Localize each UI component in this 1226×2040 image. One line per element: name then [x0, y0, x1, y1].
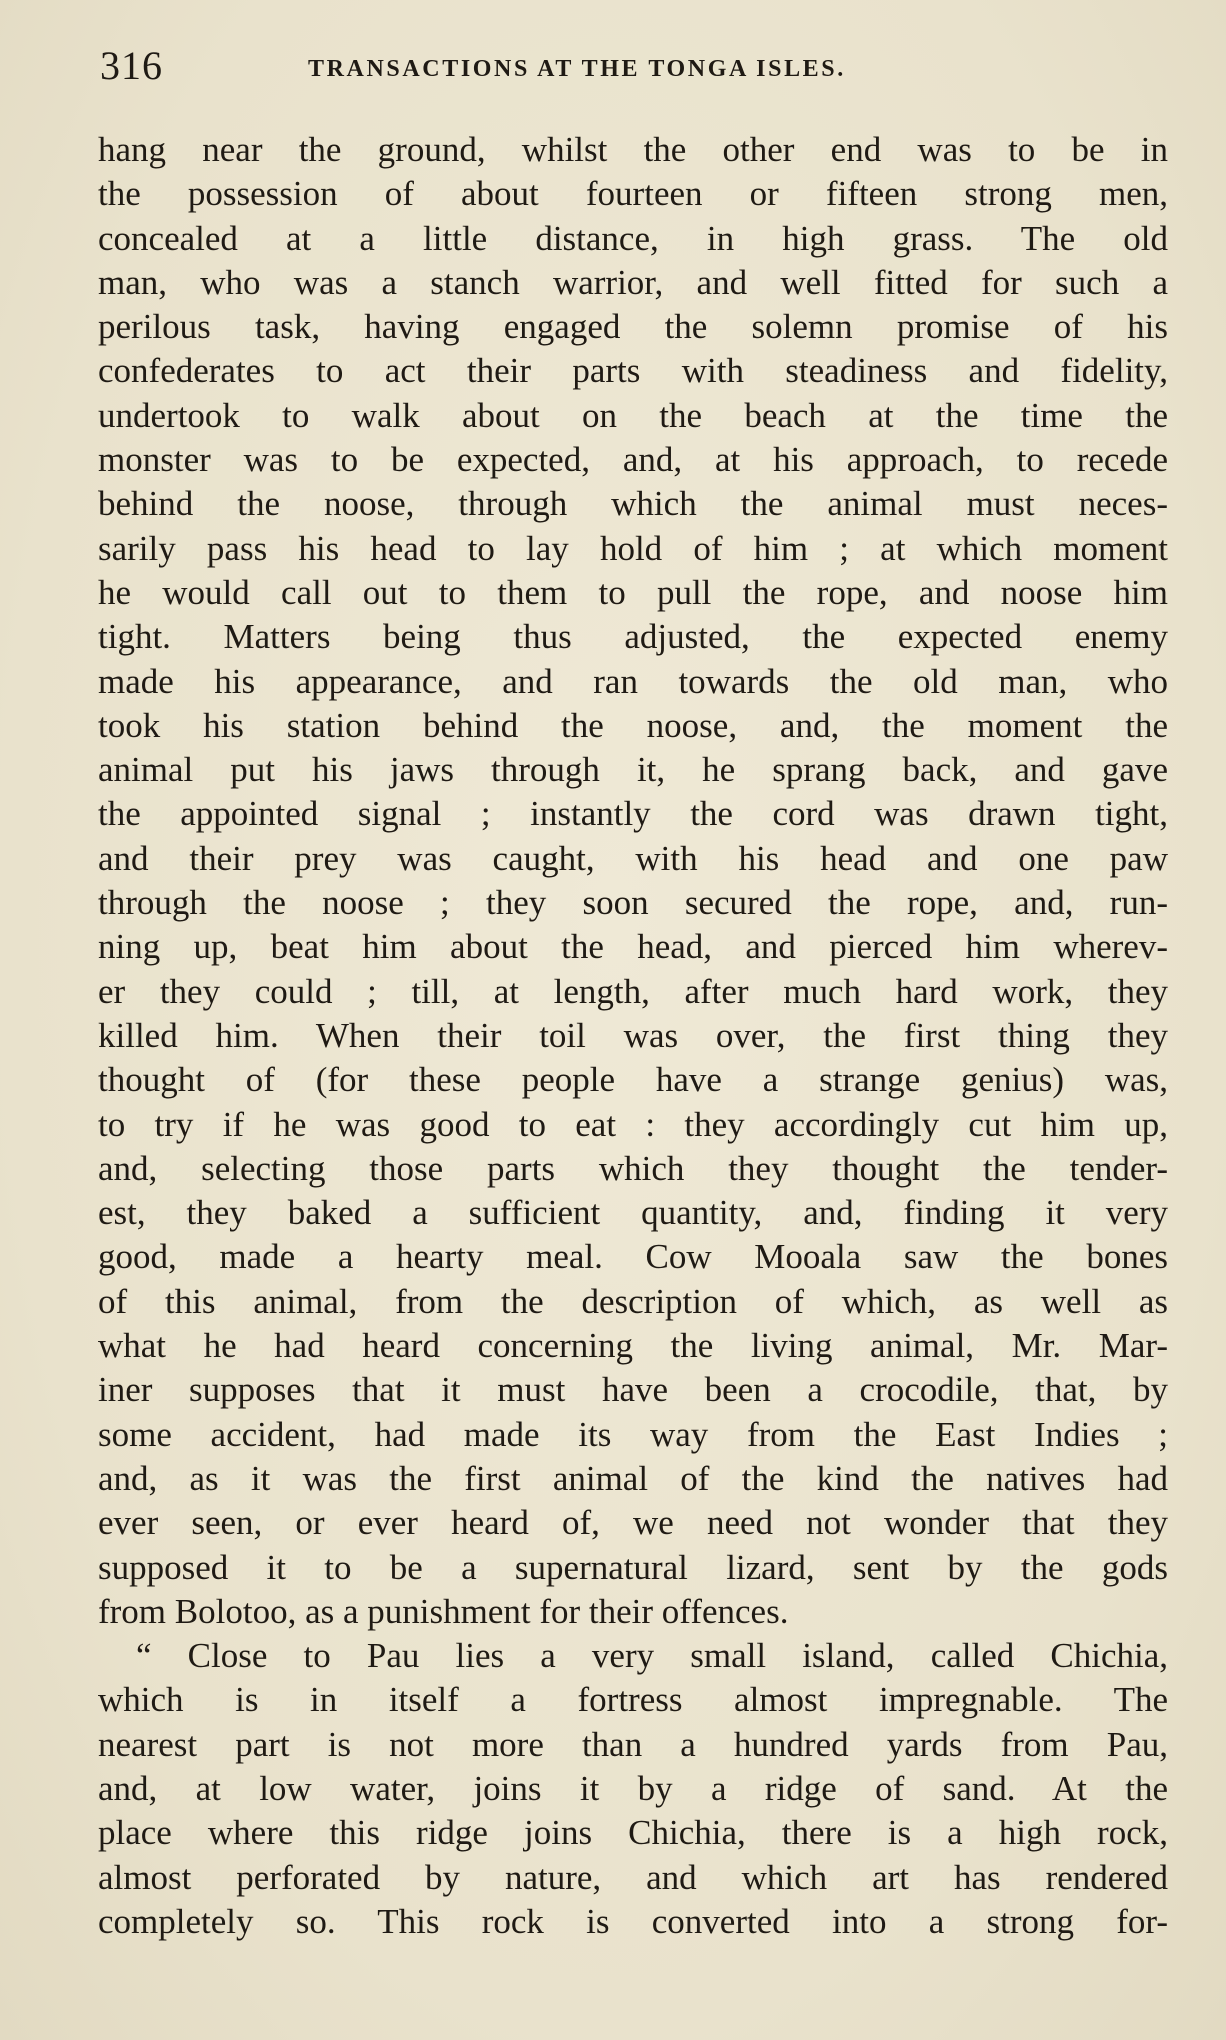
text-line: undertook to walk about on the beach at the time the: [98, 395, 1168, 435]
text-line: ning up, beat him about the head, and pierced him wherev-: [98, 927, 1168, 967]
text-line: the possession of about fourteen or fifteen strong men,: [98, 174, 1168, 214]
text-line: almost perforated by nature, and which art has rendered: [98, 1857, 1168, 1897]
text-line: through the noose ; they soon secured the rope, and, run-: [98, 883, 1168, 923]
text-line: er they could ; till, at length, after much hard work, they: [98, 971, 1168, 1011]
text-line: supposed it to be a supernatural lizard, sent by the gods: [98, 1547, 1168, 1587]
text-line: and, at low water, joins it by a ridge of sand. At the: [98, 1768, 1168, 1808]
text-line: thought of (for these people have a strange genius) was,: [98, 1060, 1168, 1100]
text-line: took his station behind the noose, and, the moment the: [98, 705, 1168, 745]
running-head: TRANSACTIONS AT THE TONGA ISLES.: [308, 56, 846, 82]
text-line: tight. Matters being thus adjusted, the expected enemy: [98, 617, 1168, 657]
paragraph-end-line: from Bolotoo, as a punishment for their offences.: [98, 1591, 789, 1631]
text-line: ever seen, or ever heard of, we need not wonder that they: [98, 1503, 1168, 1543]
text-line: concealed at a little distance, in high grass. The old: [98, 218, 1168, 258]
page-number: 316: [100, 43, 163, 88]
text-line: perilous task, having engaged the solemn promise of his: [98, 307, 1168, 347]
body-text: [98, 128, 1168, 1944]
text-line: animal put his jaws through it, he sprang back, and gave: [98, 750, 1168, 790]
text-line: man, who was a stanch warrior, and well fitted for such a: [98, 262, 1168, 302]
text-line: to try if he was good to eat : they accordingly cut him up,: [98, 1104, 1168, 1144]
text-line: place where this ridge joins Chichia, there is a high rock,: [98, 1813, 1168, 1853]
text-line: some accident, had made its way from the East Indies ;: [98, 1414, 1168, 1454]
text-line: completely so. This rock is converted into a strong for-: [98, 1901, 1168, 1941]
text-line: hang near the ground, whilst the other end was to be in: [98, 130, 1168, 169]
text-line: good, made a hearty meal. Cow Mooala saw the bones: [98, 1237, 1168, 1277]
text-line: and their prey was caught, with his head and one paw: [98, 838, 1168, 878]
text-line: killed him. When their toil was over, the first thing they: [98, 1015, 1168, 1055]
text-line: he would call out to them to pull the rope, and noose him: [98, 572, 1168, 612]
text-line: what he had heard concerning the living animal, Mr. Mar-: [98, 1326, 1168, 1366]
text-line: of this animal, from the description of which, as well as: [98, 1281, 1168, 1321]
text-line: the appointed signal ; instantly the cord was drawn tight,: [98, 794, 1168, 834]
text-line: sarily pass his head to lay hold of him ; at which moment: [98, 528, 1168, 568]
text-line: confederates to act their parts with steadiness and fidelity,: [98, 351, 1168, 391]
page-header: [96, 38, 1166, 98]
text-line: and, as it was the first animal of the kind the natives had: [98, 1458, 1168, 1498]
text-line: est, they baked a sufficient quantity, and, finding it very: [98, 1193, 1168, 1233]
text-line: behind the noose, through which the animal must neces-: [98, 484, 1168, 524]
text-line: iner supposes that it must have been a crocodile, that, by: [98, 1370, 1168, 1410]
text-line: which is in itself a fortress almost impregnable. The: [98, 1680, 1168, 1720]
text-line: monster was to be expected, and, at his approach, to recede: [98, 440, 1168, 480]
text-line: nearest part is not more than a hundred yards from Pau,: [98, 1724, 1168, 1764]
paragraph-start-line: “ Close to Pau lies a very small island, called Chichia,: [136, 1636, 1168, 1676]
text-line: made his appearance, and ran towards the old man, who: [98, 661, 1168, 701]
text-line: and, selecting those parts which they thought the tender-: [98, 1148, 1168, 1188]
